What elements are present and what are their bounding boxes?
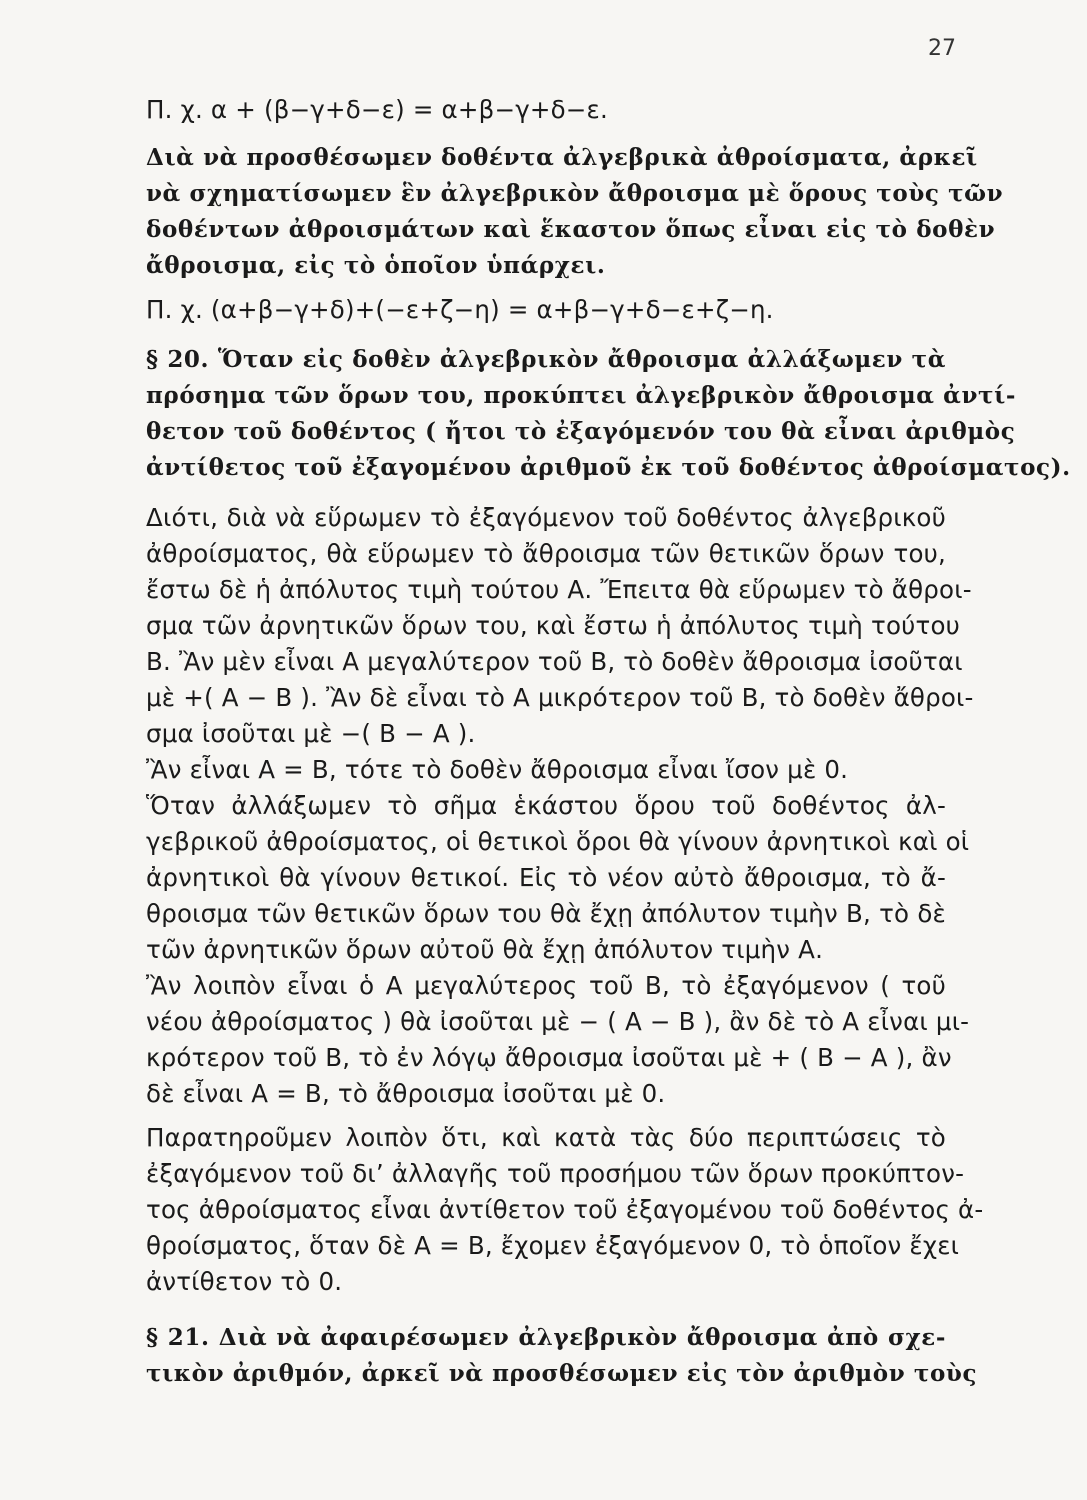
text-line: σμα ἰσοῦται μὲ −( Β − Α ). [146, 719, 476, 748]
rule-paragraph [146, 140, 1004, 284]
text-line: τος ἀθροίσματος εἶναι ἀντίθετον τοῦ ἐξαγομένου τοῦ δοθέντος ἀ- [146, 1195, 984, 1224]
text-line: Π. χ. (α+β−γ+δ)+(−ε+ζ−η) = α+β−γ+δ−ε+ζ−η. [146, 295, 774, 324]
text-line: Ὅταν ἀλλάξωμεν τὸ σῆμα ἑκάστου ὅρου τοῦ δοθέντος ἀλ- [146, 791, 946, 820]
example-2 [146, 292, 946, 328]
text-line: μὲ +( Α − Β ). Ἂν δὲ εἶναι τὸ Α μικρότερον τοῦ Β, τὸ δοθὲν ἄθροι- [146, 683, 974, 712]
text-line: ἀθροίσματος, θὰ εὕρωμεν τὸ ἄθροισμα τῶν θετικῶν ὅρων του, [146, 539, 946, 568]
text-line: ἀρνητικοὶ θὰ γίνουν θετικοί. Εἰς τὸ νέον αὐτὸ ἄθροισμα, τὸ ἄ- [146, 863, 946, 892]
text-line: γεβρικοῦ ἀθροίσματος, οἱ θετικοὶ ὅροι θὰ γίνουν ἀρνητικοὶ καὶ οἱ [146, 827, 970, 856]
book-page [146, 30, 1071, 1392]
text-line: Παρατηροῦμεν λοιπὸν ὅτι, καὶ κατὰ τὰς δύο περιπτώσεις τὸ [146, 1123, 946, 1152]
section-21-heading [146, 1320, 978, 1392]
text-line: σμα τῶν ἀρνητικῶν ὅρων του, καὶ ἔστω ἡ ἀπόλυτος τιμὴ τούτου [146, 611, 961, 640]
text-line: ἄθροισμα, εἰς τὸ ὁποῖον ὑπάρχει. [146, 252, 606, 279]
text-line: Β. Ἂν μὲν εἶναι Α μεγαλύτερον τοῦ Β, τὸ δοθὲν ἄθροισμα ἰσοῦται [146, 647, 963, 676]
paragraph-proof [146, 500, 974, 752]
section-20-heading [146, 342, 1071, 486]
text-line: § 20. Ὅταν εἰς δοθὲν ἀλγεβρικὸν ἄθροισμα ἀλλάξωμεν τὰ [146, 346, 946, 373]
text-line: Π. χ. α + (β−γ+δ−ε) = α+β−γ+δ−ε. [146, 95, 608, 124]
text-line: ἀντίθετος τοῦ ἐξαγομένου ἀριθμοῦ ἐκ τοῦ δοθέντος ἀθροίσματος). [146, 454, 1071, 481]
text-line: κρότερον τοῦ Β, τὸ ἐν λόγῳ ἄθροισμα ἰσοῦται μὲ + ( Β − Α ), ἂν [146, 1043, 952, 1072]
paragraph-equal-case [146, 752, 946, 788]
text-line: θροισμα τῶν θετικῶν ὅρων του θὰ ἔχῃ ἀπόλυτον τιμὴν Β, τὸ δὲ [146, 899, 946, 928]
example-1 [146, 92, 946, 128]
text-line: θροίσματος, ὅταν δὲ Α = Β, ἔχομεν ἐξαγόμενον 0, τὸ ὁποῖον ἔχει [146, 1231, 960, 1260]
text-line: νὰ σχηματίσωμεν ἓν ἀλγεβρικὸν ἄθροισμα μὲ ὅρους τοὺς τῶν [146, 180, 1004, 207]
text-line: ἔστω δὲ ἡ ἀπόλυτος τιμὴ τούτου Α. Ἔπειτα θὰ εὕρωμεν τὸ ἄθροι- [146, 575, 972, 604]
text-line: νέου ἀθροίσματος ) θὰ ἰσοῦται μὲ − ( Α − Β ), ἂν δὲ τὸ Α εἶναι μι- [146, 1007, 970, 1036]
page-number: 27 [928, 36, 956, 61]
text-line: Ἂν λοιπὸν εἶναι ὁ Α μεγαλύτερος τοῦ Β, τὸ ἐξαγόμενον ( τοῦ [146, 971, 946, 1000]
paragraph-sign-change [146, 788, 970, 968]
text-line: δὲ εἶναι Α = Β, τὸ ἄθροισμα ἰσοῦται μὲ 0. [146, 1079, 666, 1108]
text-line: δοθέντων ἀθροισμάτων καὶ ἕκαστον ὅπως εἶναι εἰς τὸ δοθὲν [146, 216, 996, 243]
paragraph-cases [146, 968, 970, 1112]
text-line: Ἂν εἶναι Α = Β, τότε τὸ δοθὲν ἄθροισμα εἶναι ἴσον μὲ 0. [146, 755, 849, 784]
text-line: τῶν ἀρνητικῶν ὅρων αὐτοῦ θὰ ἔχῃ ἀπόλυτον τιμὴν Α. [146, 935, 824, 964]
text-line: θετον τοῦ δοθέντος ( ἤτοι τὸ ἐξαγόμενόν του θὰ εἶναι ἀριθμὸς [146, 418, 1016, 445]
text-line: Διὰ νὰ προσθέσωμεν δοθέντα ἀλγεβρικὰ ἀθροίσματα, ἀρκεῖ [146, 144, 978, 171]
text-line: § 21. Διὰ νὰ ἀφαιρέσωμεν ἀλγεβρικὸν ἄθροισμα ἀπὸ σχε- [146, 1324, 946, 1351]
text-line: τικὸν ἀριθμόν, ἀρκεῖ νὰ προσθέσωμεν εἰς τὸν ἀριθμὸν τοὺς [146, 1360, 978, 1387]
text-line: πρόσημα τῶν ὅρων του, προκύπτει ἀλγεβρικὸν ἄθροισμα ἀντί- [146, 382, 1016, 409]
text-line: ἀντίθετον τὸ 0. [146, 1267, 343, 1296]
paragraph-conclusion [146, 1120, 984, 1300]
text-line: Διότι, διὰ νὰ εὕρωμεν τὸ ἐξαγόμενον τοῦ δοθέντος ἀλγεβρικοῦ [146, 503, 946, 532]
text-line: ἐξαγόμενον τοῦ δι’ ἀλλαγῆς τοῦ προσήμου τῶν ὅρων προκύπτον- [146, 1159, 965, 1188]
